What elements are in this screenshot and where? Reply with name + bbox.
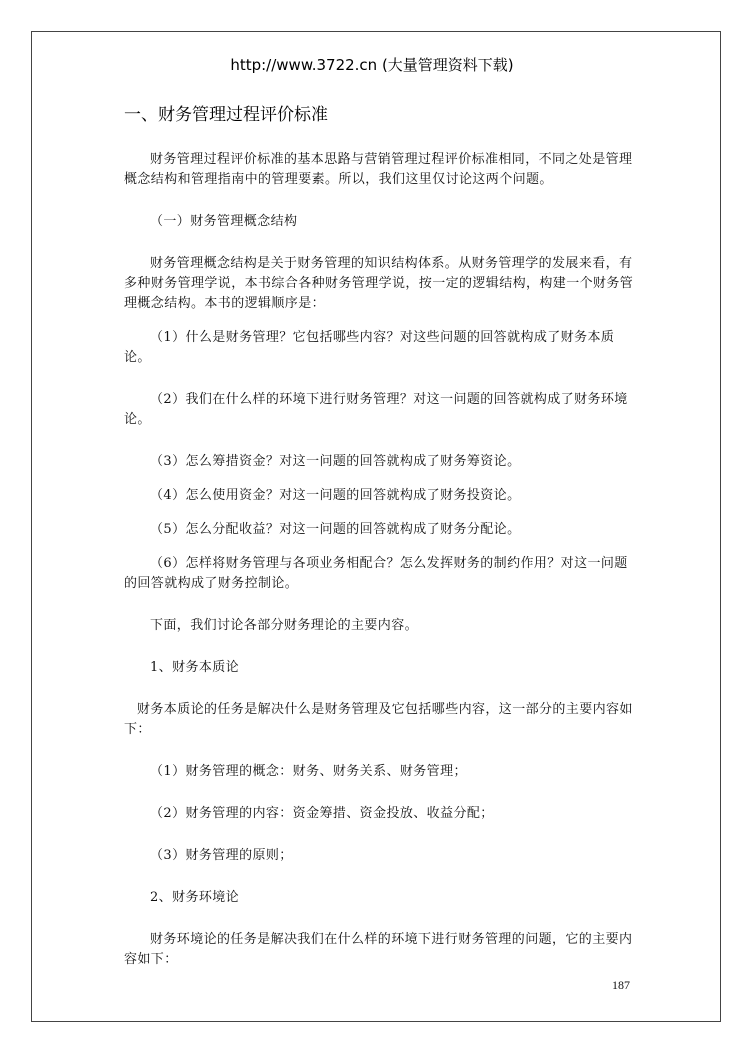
document-body (124, 150, 634, 970)
list-item: （5）怎么分配收益？对这一问题的回答就构成了财务分配论。 (150, 522, 521, 537)
page-number: 187 (612, 978, 630, 992)
section-title: 一、财务管理过程评价标准 (124, 105, 328, 125)
list-item: （3）怎么筹措资金？对这一问题的回答就构成了财务筹资论。 (150, 454, 521, 469)
list-item: （3）财务管理的原则； (150, 848, 293, 863)
paragraph: 财务本质论的任务是解决什么是财务管理及它包括哪些内容，这一部分的主要内容如下： (124, 702, 633, 737)
paragraph: 下面，我们讨论各部分财务理论的主要内容。 (150, 618, 419, 633)
paragraph: 财务管理过程评价标准的基本思路与营销管理过程评价标准相同，不同之处是管理概念结构和管理指南中的管理要素。所以，我们这里仅讨论这两个问题。 (124, 152, 633, 187)
subsection-heading: 1、财务本质论 (150, 660, 240, 675)
list-item: （2）我们在什么样的环境下进行财务管理？对这一问题的回答就构成了财务环境论。 (124, 392, 628, 427)
header-url: http://www.3722.cn (大量管理资料下载) (230, 56, 514, 74)
paragraph: 财务环境论的任务是解决我们在什么样的环境下进行财务管理的问题，它的主要内容如下： (124, 932, 633, 967)
subsection-heading: （一）财务管理概念结构 (150, 214, 298, 229)
subsection-heading: 2、财务环境论 (150, 890, 240, 905)
list-item: （6）怎样将财务管理与各项业务相配合？怎么发挥财务的制约作用？对这一问题的回答就构成了财务控制论。 (124, 556, 628, 591)
list-item: （1）什么是财务管理？它包括哪些内容？对这些问题的回答就构成了财务本质论。 (124, 330, 615, 365)
list-item: （4）怎么使用资金？对这一问题的回答就构成了财务投资论。 (150, 488, 521, 503)
paragraph: 财务管理概念结构是关于财务管理的知识结构体系。从财务管理学的发展来看，有多种财务管理学说，本书综合各种财务管理学说，按一定的逻辑结构，构建一个财务管理概念结构。本书的逻辑顺序是： (124, 256, 634, 311)
list-item: （1）财务管理的概念：财务、财务关系、财务管理； (150, 764, 467, 779)
list-item: （2）财务管理的内容：资金筹措、资金投放、收益分配； (150, 806, 494, 821)
